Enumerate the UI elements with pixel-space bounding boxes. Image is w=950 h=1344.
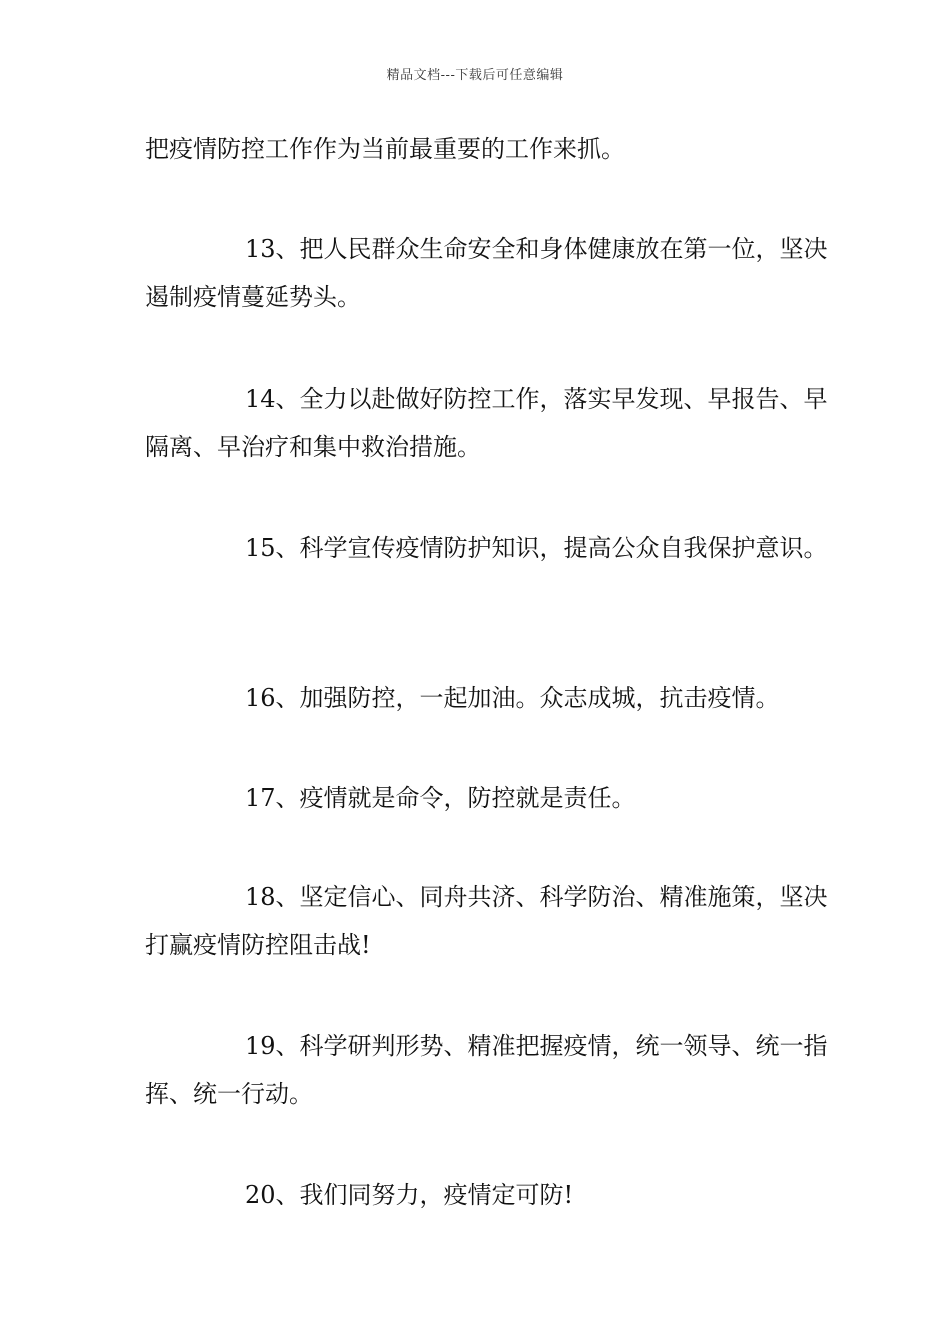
page-header: 精品文档---下载后可任意编辑 [386, 68, 564, 83]
paragraph-item-14: 14、全力以赴做好防控工作，落实早发现、早报告、早隔离、早治疗和集中救治措施。 [145, 385, 828, 461]
paragraph-item-17: 17、疫情就是命令，防控就是责任。 [245, 784, 636, 812]
paragraph-item-13: 13、把人民群众生命安全和身体健康放在第一位，坚决遏制疫情蔓延势头。 [145, 235, 828, 311]
paragraph-continuation: 把疫情防控工作作为当前最重要的工作来抓。 [145, 135, 625, 163]
paragraph-item-16: 16、加强防控，一起加油。众志成城，抗击疫情。 [245, 684, 780, 712]
paragraph-item-18: 18、坚定信心、同舟共济、科学防治、精准施策，坚决打赢疫情防控阻击战! [145, 883, 828, 959]
paragraph-item-19: 19、科学研判形势、精准把握疫情，统一领导、统一指挥、统一行动。 [145, 1032, 828, 1108]
paragraph-item-15: 15、科学宣传疫情防护知识，提高公众自我保护意识。 [245, 534, 828, 562]
paragraph-item-20: 20、我们同努力，疫情定可防! [245, 1181, 574, 1209]
